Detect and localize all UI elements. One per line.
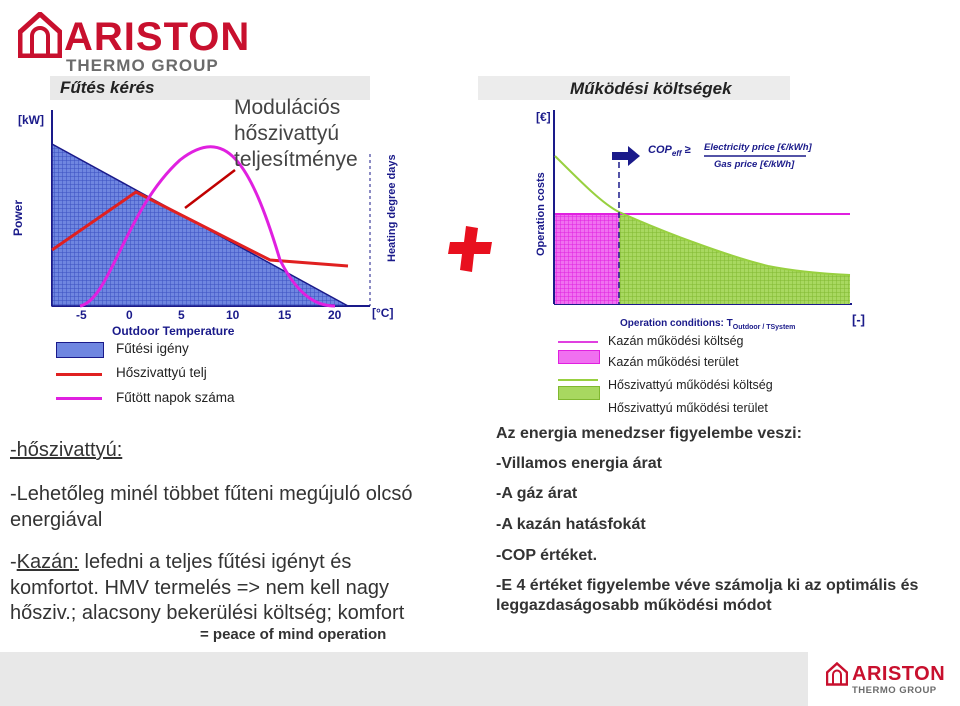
legend-swatch-magenta (56, 397, 102, 400)
legend-label: Hőszivattyú működési terület (608, 401, 768, 415)
boiler-line: -Kazán: lefedni a teljes fűtési igényt és (10, 551, 352, 573)
conditions-text: Operation conditions: T (620, 318, 733, 329)
panel-line: Az energia menedzser figyelembe veszi: (496, 425, 802, 442)
x-tick: 10 (226, 308, 240, 322)
panel-line: -E 4 értéket figyelembe véve számolja ki az optimális és (496, 577, 919, 594)
right-y-label: Operation costs (535, 172, 547, 256)
logo-brand-name: ARISTON (64, 15, 251, 59)
house-logo-icon-small (826, 662, 848, 686)
left-y-label: Power (11, 199, 25, 236)
left-section-title: Fűtés kérés (60, 78, 155, 97)
body-line: energiával (10, 509, 103, 531)
body-line: -Lehetőleg minél többet fűteni megújuló olcsó (10, 483, 413, 505)
legend-label: Hőszivattyú telj (116, 365, 207, 380)
panel-line: -A gáz árat (496, 485, 578, 502)
panel-line: -A kazán hatásfokát (496, 516, 646, 533)
legend-label: Hőszivattyú működési költség (608, 378, 773, 392)
formula-denominator: Gas price [€/kWh] (714, 159, 795, 170)
x-tick: 20 (328, 308, 342, 322)
legend-swatch-green-area (558, 386, 600, 400)
house-logo-icon (18, 12, 62, 58)
x-tick: 0 (126, 308, 133, 322)
body-line: lefedni a teljes fűtési igényt és (84, 551, 352, 573)
modulation-line: teljesítménye (234, 148, 358, 171)
legend-label: Kazán működési költség (608, 334, 744, 348)
modulation-line: hőszivattyú (234, 122, 340, 145)
x-tick: 5 (178, 308, 185, 322)
formula-numerator: Electricity price [€/kWh] (704, 142, 812, 153)
boiler-label: Kazán: (16, 551, 79, 573)
left-x-unit: [°C] (372, 306, 394, 320)
left-x-label: Outdoor Temperature (112, 324, 235, 338)
legend-swatch-magenta-line (558, 341, 598, 343)
legend-label: Kazán működési terület (608, 355, 739, 369)
right-section-title: Működési költségek (570, 79, 732, 98)
conditions-sub: Outdoor / T (732, 324, 771, 331)
left-y-unit: [kW] (18, 113, 44, 127)
operation-cost-chart (528, 104, 862, 318)
legend-swatch-blue (56, 342, 104, 358)
heat-pump-heading: -hőszivattyú: (10, 439, 123, 461)
logo-brand-sub: THERMO GROUP (66, 56, 219, 75)
legend-swatch-pink-area (558, 350, 600, 364)
conditions-end: System (770, 324, 796, 331)
operation-conditions (620, 318, 795, 331)
legend-label: Fűtött napok száma (116, 390, 235, 405)
panel-line: -COP értéket. (496, 547, 598, 564)
x-tick: -5 (76, 308, 87, 322)
body-line: hősziv.; alacsony bekerülési költség; komfort (10, 602, 405, 624)
legend-swatch-red (56, 373, 102, 376)
panel-line: -Villamos energia árat (496, 455, 662, 472)
body-line: komfortot. HMV termelés => nem kell nagy (10, 577, 390, 599)
cop-formula: $COP_{eff}$ ≥ (648, 144, 691, 159)
footer-brand-sub: THERMO GROUP (852, 685, 937, 696)
legend-swatch-green-line (558, 379, 598, 381)
cop-sub: eff (671, 149, 682, 159)
cop-label: COP (648, 144, 672, 156)
modulation-line: Modulációs (234, 96, 341, 119)
plus-icon (446, 222, 496, 276)
right-x-unit: [-] (852, 312, 865, 327)
footnote: = peace of mind operation (200, 626, 387, 643)
left-y2-label: Heating degree days (386, 154, 398, 262)
modulation-label (234, 95, 358, 173)
footer-brand-name: ARISTON (852, 663, 946, 685)
panel-line: leggazdaságosabb működési módot (496, 597, 772, 614)
x-tick: 15 (278, 308, 292, 322)
right-y-unit: [€] (536, 110, 551, 124)
legend-label: Fűtési igény (116, 341, 189, 356)
